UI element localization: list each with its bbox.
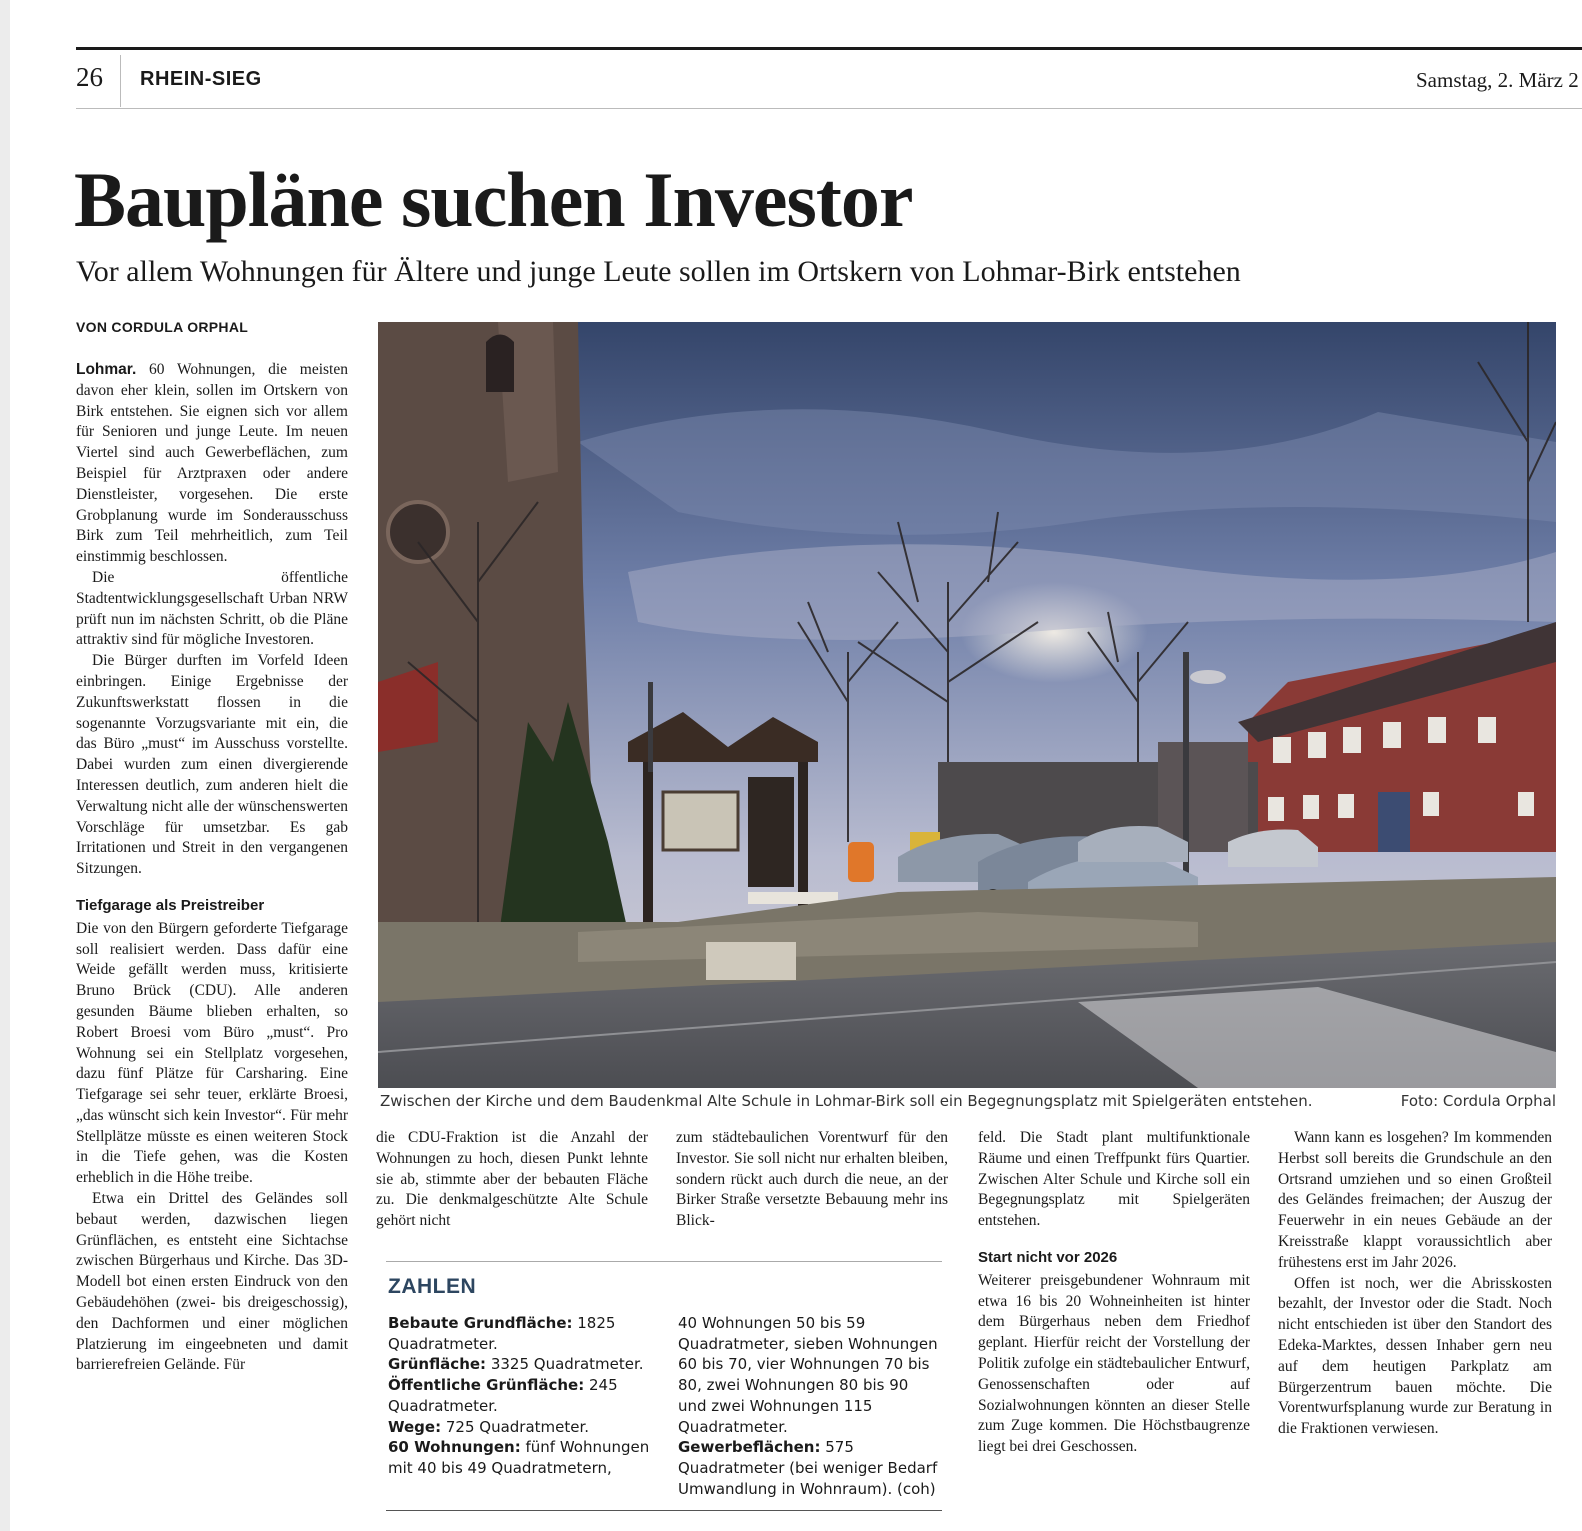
fact-value: 3325 Quadratmeter. (486, 1355, 644, 1374)
fact-value: 1825 Quadratmeter. (388, 1314, 616, 1353)
top-rule (76, 47, 1582, 50)
article-column-1 (76, 360, 348, 1376)
fact-label: 60 Wohnungen: (388, 1438, 521, 1457)
fact-value: 725 Quadratmeter. (441, 1417, 590, 1436)
fact-item (388, 1354, 658, 1375)
photo-illustration (378, 322, 1556, 1088)
section-name: RHEIN-SIEG (140, 68, 262, 90)
article-column-2 (376, 1128, 648, 1232)
header-rule (76, 108, 1582, 109)
facts-box-right (678, 1313, 940, 1499)
paragraph (76, 360, 348, 568)
dateline: Lohmar. (76, 361, 137, 378)
article-column-5 (1278, 1128, 1552, 1440)
photo-caption-row (380, 1092, 1556, 1110)
facts-box-top-rule (386, 1261, 942, 1262)
fact-value: 245 Quadratmeter. (388, 1376, 618, 1415)
paragraph: Etwa ein Drittel des Geländes soll bebaut werden, dazwischen liegen Grünflächen, es entsteht eine Sichtachse zwischen Bürgerhaus und Kirche. Das 3D-Modell bot einen ersten Eindruck von den Gebäudehöhen (zwei- bis dreigeschossig), den Dachformen und einer möglichen Platzierung im eingeebneten und damit barrierefreien Gelände. Für (76, 1190, 348, 1374)
fact-text: 40 Wohnungen 50 bis 59 Quadratmeter, sieben Wohnungen 60 bis 70, vier Wohnungen 70 bis 80, zwei Wohnungen 80 bis 90 und zwei Wohnungen 115 Quadratmeter. (678, 1314, 938, 1436)
fact-value: fünf Wohnungen mit 40 bis 49 Quadratmetern, (388, 1438, 650, 1477)
fact-label: Gewerbeflächen: (678, 1438, 821, 1457)
facts-box-left (388, 1313, 658, 1479)
fact-item (678, 1437, 940, 1499)
photo-credit: Foto: Cordula Orphal (1400, 1092, 1556, 1110)
photo-caption: Zwischen der Kirche und dem Baudenkmal Alte Schule in Lohmar-Birk soll ein Begegnungsplatz mit Spielgeräten entstehen. (380, 1092, 1313, 1110)
byline: VON CORDULA ORPHAL (76, 319, 249, 335)
fact-label: Wege: (388, 1417, 442, 1436)
paragraph: Weiterer preisgebundener Wohnraum mit etwa 16 bis 20 Wohneinheiten ist hinter dem Bürgerhaus neben dem Friedhof geplant. Hierfür reicht der Vorstellung der Politik zufolge ein städtebaulicher Entwurf, Genossenschaften oder auf Sozialwohnungen könnten an dieser Stelle zum Zuge kommen. Die Höchstbaugrenze liegt bei drei Geschossen. (978, 1271, 1250, 1456)
article-column-4 (978, 1128, 1250, 1458)
page-edge (0, 0, 10, 1531)
article-column-3 (676, 1128, 948, 1232)
paragraph: Offen ist noch, wer die Abrisskosten bezahlt, der Investor oder die Stadt. Noch nicht entschieden ist über den Standort des Edeka-Marktes, dessen Inhaber gern neu auf dem heutigen Parkplatz am Bürgerzentrum bauen möchte. Die Vorentwurfsplanung wurde zur Beratung in die Fraktionen verwiesen. (1278, 1274, 1552, 1438)
paragraph-text: 60 Wohnungen, die meisten davon eher klein, sollen im Ortskern von Birk entstehen. Sie eignen sich vor allem für Senioren und junge Leute. Im neuen Viertel sind auch Gewerbeflächen, zum Beispiel für Arztpraxen oder andere Dienstleister, vorgesehen. Die erste Grobplanung wurde im Sonderausschuss Birk zum Teil mehrheitlich, zum Teil einstimmig beschlossen. (76, 361, 348, 566)
header-separator (120, 55, 121, 107)
fact-value: 575 Quadratmeter (bei weniger Bedarf Umwandlung in Wohnraum). (coh) (678, 1438, 938, 1498)
fact-label: Bebaute Grundfläche: (388, 1314, 573, 1332)
fact-label: Öffentliche Grünfläche: (388, 1376, 585, 1395)
paragraph: zum städtebaulichen Vorentwurf für den Investor. Sie soll nicht nur erhalten bleiben, sondern rückt auch durch die neue, an der Birker Straße versetzte Bebauung mehr ins Blick- (676, 1129, 948, 1230)
paragraph: Die Bürger durften im Vorfeld Ideen einbringen. Einige Ergebnisse der Zukunftswerkstatt flossen in die sogenannte Vorzugsvariante mit ein, die das Büro „must“ im Ausschuss vorstellte. Dabei wurden zum einen divergierende Interessen deutlich, zum anderen hielt die Verwaltung nicht alle der wünschenswerten Vorschläge für umsetzbar. Es gab Irritationen und Streit in den vergangenen Sitzungen. (76, 652, 348, 878)
article-photo (378, 322, 1556, 1088)
fact-label: Grünfläche: (388, 1355, 487, 1374)
paragraph: die CDU-Fraktion ist die Anzahl der Wohnungen zu hoch, diesen Punkt lehnte sie ab, stimmte aber der bebauten Fläche zu. Die denkmalgeschützte Alte Schule gehört nicht (376, 1129, 648, 1230)
page-number: 26 (76, 62, 103, 92)
fact-item (388, 1375, 658, 1416)
fact-item (388, 1417, 658, 1438)
paragraph: Die öffentliche Stadtentwicklungsgesellschaft Urban NRW prüft nun im nächsten Schritt, ob die Pläne attraktiv sind für mögliche Investoren. (76, 568, 348, 649)
subheading: Tiefgarage als Preistreiber (76, 896, 265, 914)
paragraph: Wann kann es losgehen? Im kommenden Herbst soll bereits die Grundschule an den Ortsrand umziehen und so einen Großteil des Geländes freimachen; der Auszug der Feuerwehr in ein neues Gebäude an der Kreisstraße klappt voraussichtlich aber frühestens erst im Jahr 2026. (1278, 1129, 1552, 1271)
fact-item (388, 1437, 658, 1478)
facts-box-title: ZAHLEN (388, 1275, 477, 1298)
paragraph: Die von den Bürgern geforderte Tiefgarage soll realisiert werden. Dass dafür eine Weide gefällt werden muss, kritisierte Bruno Brück (CDU). Alle anderen gesunden Bäume blieben erhalten, so Robert Broesi vom Büro „must“. Pro Wohnung sei ein Stellplatz vorgesehen, dazu fünf Plätze für Carsharing. Eine Tiefgarage sei sehr teuer, erklärte Broesi, „das wünscht sich kein Investor“. Für mehr Stellplätze müsste es einen weiteren Stock in die Tiefe gehen, was die Kosten erheblich in die Höhe treibe. (76, 919, 348, 1187)
article-subheadline: Vor allem Wohnungen für Ältere und junge Leute sollen im Ortskern von Lohmar-Birk entstehen (76, 255, 1241, 288)
subheading: Start nicht vor 2026 (978, 1248, 1118, 1266)
fact-item (388, 1313, 658, 1354)
article-headline: Baupläne suchen Investor (74, 156, 913, 243)
paragraph: feld. Die Stadt plant multifunktionale Räume und einen Treffpunkt fürs Quartier. Zwischen Alter Schule und Kirche soll ein Begegnungsplatz mit Spielgeräten entstehen. (978, 1129, 1250, 1230)
facts-box-bottom-rule (386, 1510, 942, 1511)
issue-date: Samstag, 2. März 2 (1416, 68, 1579, 92)
